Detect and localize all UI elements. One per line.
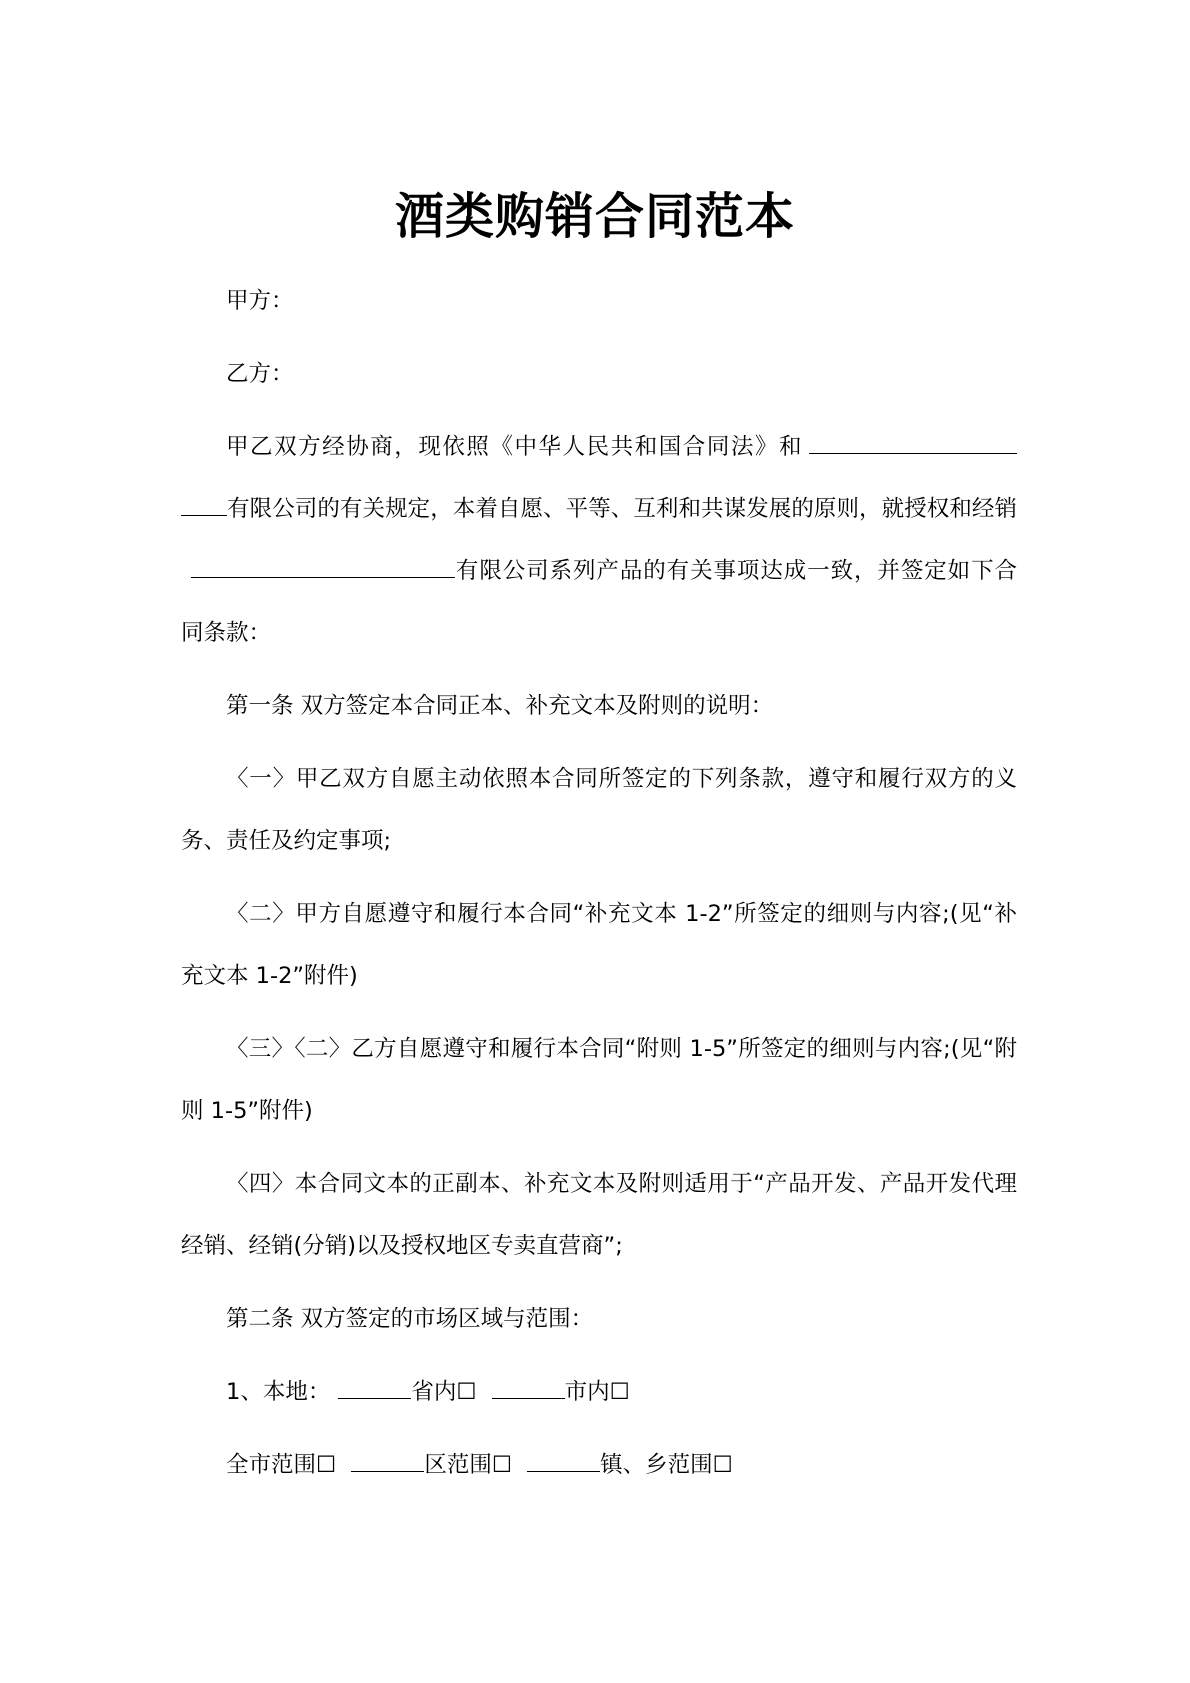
party-b-line: [181, 343, 1017, 405]
city-blank[interactable]: [492, 1380, 565, 1399]
local-label: 1、本地：: [226, 1379, 331, 1405]
party-b-label: 乙方：: [226, 361, 294, 387]
document-title: 酒类购销合同范本: [394, 188, 795, 245]
town-blank[interactable]: [527, 1453, 600, 1472]
whole-city-checkbox-label[interactable]: 全市范围☐: [226, 1452, 337, 1478]
article-1-item-2: 〈二〉甲方自愿遵守和履行本合同“补充文本 1-2”所签定的细则与内容;(见“补充文本 1-2”附件): [181, 901, 1017, 989]
intro-paragraph: [181, 416, 1017, 664]
intro-text-2: 有限公司的有关规定，本着自愿、平等、互利和共谋发展的原则，就授权和经销: [227, 496, 1017, 522]
article-1-heading: 第一条 双方签定本合同正本、补充文本及附则的说明：: [226, 693, 774, 719]
province-checkbox-label[interactable]: 省内☐: [411, 1379, 477, 1405]
document-body: [181, 270, 1017, 1507]
district-blank[interactable]: [351, 1453, 424, 1472]
scope-range-line: [181, 1434, 1017, 1496]
company-name-blank[interactable]: [809, 435, 1017, 454]
party-a-label: 甲方：: [226, 288, 294, 314]
article-1-item-4: 〈四〉本合同文本的正副本、补充文本及附则适用于“产品开发、产品开发代理经销、经销(分销)以及授权地区专卖直营商”;: [181, 1171, 1017, 1259]
article-2-heading: 第二条 双方签定的市场区域与范围：: [226, 1306, 594, 1332]
town-checkbox-label[interactable]: 镇、乡范围☐: [600, 1452, 733, 1478]
province-blank[interactable]: [338, 1380, 411, 1399]
article-1-item-3: 〈三〉〈二〉乙方自愿遵守和履行本合同“附则 1-5”所签定的细则与内容;(见“附则 1-5”附件): [181, 1036, 1017, 1124]
city-checkbox-label[interactable]: 市内☐: [564, 1379, 630, 1405]
article-1-item-1: 〈一〉甲乙双方自愿主动依照本合同所签定的下列条款，遵守和履行双方的义务、责任及约定事项;: [181, 766, 1017, 854]
local-range-line: [181, 1361, 1017, 1423]
product-company-blank[interactable]: [191, 559, 455, 578]
party-a-line: [181, 270, 1017, 332]
company-name-blank-continued[interactable]: [181, 497, 227, 516]
intro-text-3: 有限公司系列产品的有关事项达成一致，并签定如下合同条款：: [181, 558, 1017, 646]
district-checkbox-label[interactable]: 区范围☐: [424, 1452, 512, 1478]
intro-text-1: 甲乙双方经协商，现依照《中华人民共和国合同法》和: [226, 434, 803, 460]
